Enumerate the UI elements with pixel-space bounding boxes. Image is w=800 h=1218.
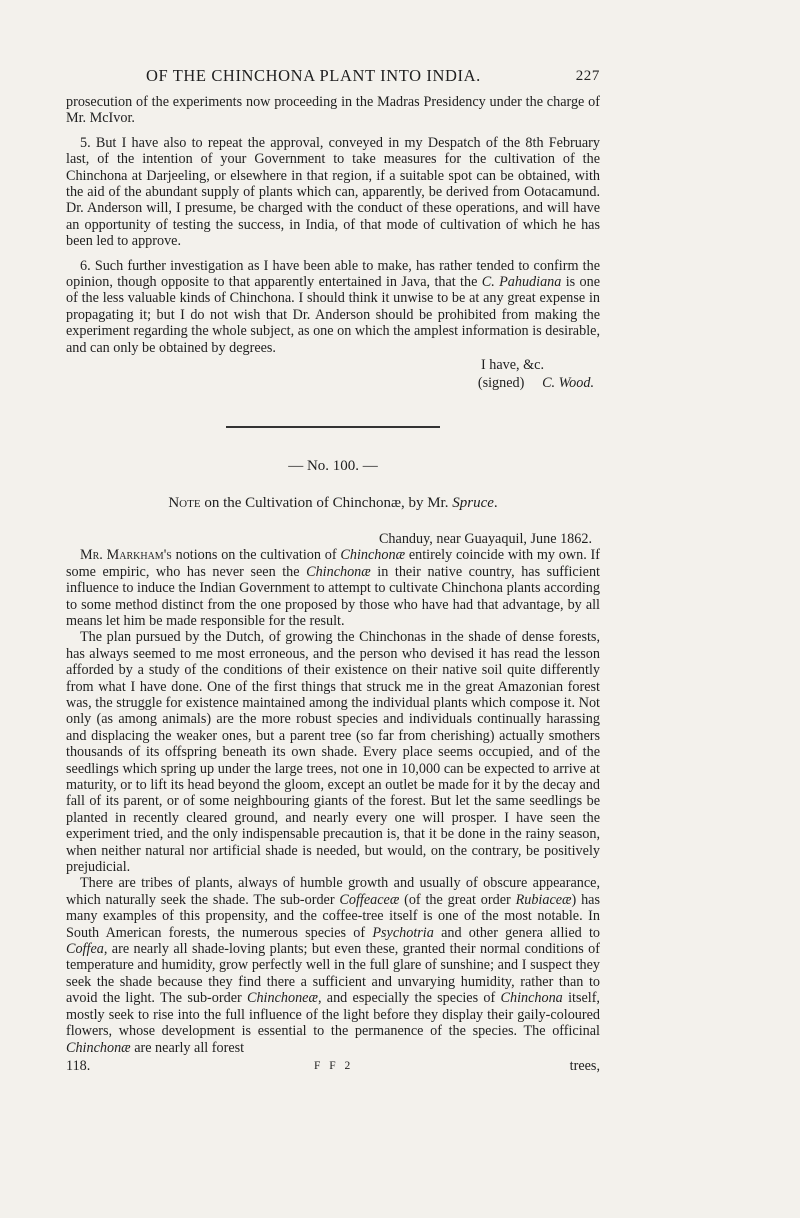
species-name: C. Pahudiana — [481, 274, 562, 291]
signatory-name: C. Wood. — [542, 375, 594, 392]
note-p1-italic-2: Chinchonæ — [306, 563, 371, 580]
note-title — [66, 495, 600, 511]
note-p3-italic-4: Coffea — [66, 941, 104, 958]
signature-block — [66, 356, 600, 392]
note-paragraph-2: The plan pursued by the Dutch, of growing the Chinchonas in the shade of dense forests, has always seemed to me most erroneous, and the person who devised it has read the lesson afforded by a study of the conditions of their existence on their native soil quite differently from what I have done. One of the first things that struck me in the great Amazonian forest was, the struggle for existence maintained among the individual plants which compose it. Not only (as among animals) are the more robust species and individuals continually harassing and displacing the weaker ones, but a parent tree (so far from cherishing) actually smothers thousands of its offspring beneath its own shade. Every place seems occupied, and of the seedlings which spring up under the large trees, not one in 10,000 can be expected to arrive at maturity, or to lift its head beyond the gloom, except an outlet be made for it by the decay and fall of its parent, or of some neighbouring giants of the forest. But let the same seedlings be planted in recently cleared ground, and nearly every one will prosper. I have seen the experiment tried, and the only indispensable precaution is, that it be done in the rainy season, when neither natural nor artificial shade is needed, but would, on the contrary, be positively prejudicial. — [66, 629, 600, 876]
note-p3-text-c: ) has many examples of this propensity, and the coffee-tree itself is one of the most notable. In South American forests, the numerous species of — [66, 891, 600, 941]
paragraph-6-text-b: is one of the less valuable kinds of Chinchona. I should think it unwise to be at any great expense in propagating it; but I do not wish that Dr. Anderson should be prohibited from making the experiment regarding the whole subject, as one on which the amplest information is desirable, and can only be obtained by degrees. — [66, 274, 600, 356]
paragraph-5: 5. But I have also to repeat the approval, conveyed in my Despatch of the 8th February last, of the intention of your Government to take measures for the cultivation of the Chinchona at Darjeeling, or elsewhere in that region, if a suitable spot can be obtained, with the aid of the abundant supply of plants which can, apparently, be derived from Ootacamund. Dr. Anderson will, I presume, be charged with the conduct of these operations, and will have an opportunity of testing the success, in India, of that mode of cultivation of which he has been led to approve. — [66, 134, 600, 250]
running-head — [66, 62, 600, 94]
closing-line: I have, &c. — [480, 357, 544, 374]
catchword: trees, — [569, 1057, 600, 1074]
signed-label: (signed) — [477, 375, 525, 392]
note-p1-italic-1: Chinchonæ — [340, 547, 406, 564]
paragraph-6-text-a: 6. Such further investigation as I have been able to make, has rather tended to confirm the opinion, though opposite to that apparently entertained in Java, that the — [66, 257, 600, 291]
note-p3-text-f: , and especially the species of — [317, 990, 501, 1007]
note-title-lead: Note — [168, 494, 201, 511]
dateline: Chanduy, near Guayaquil, June 1862. — [378, 530, 592, 547]
sheet-mark: F F 2 — [314, 1059, 354, 1072]
paragraph-continuation: prosecution of the experiments now proceeding in the Madras Presidency under the charge of Mr. McIvor. — [66, 94, 600, 127]
page-number: 227 — [575, 68, 600, 84]
note-p3-text-a: There are tribes of plants, always of humble growth and usually of obscure appearance, which naturally seek the shade. The sub-order — [66, 875, 600, 908]
note-p3-text-e: , are nearly all shade-loving plants; but even these, granted their normal conditions of temperature and humidity, grow perfectly well in the full glare of sunshine; and I suspect they seek the shade because they find there a sufficient and unvarying humidity, rather than to avoid the light. The sub-order — [66, 941, 600, 1007]
note-paragraph-1 — [66, 547, 600, 629]
note-p3-italic-1: Coffeaceæ — [339, 891, 400, 908]
note-p3-text-h: are nearly all forest — [130, 1039, 245, 1056]
signature-number: 118. — [66, 1057, 91, 1074]
page-footer — [66, 1058, 600, 1078]
note-p3-italic-5: Chinchoneæ — [247, 990, 318, 1007]
note-title-end: . — [493, 494, 498, 511]
note-p3-italic-2: Rubiaceæ — [515, 891, 572, 908]
note-p3-text-d: and other genera allied to — [433, 924, 600, 941]
note-title-author: Spruce — [452, 494, 494, 511]
note-p3-italic-7: Chinchonæ — [66, 1039, 131, 1056]
note-number: — No. 100. — — [288, 458, 378, 475]
paragraph-6 — [66, 258, 600, 356]
note-p3-italic-6: Chinchona — [500, 990, 563, 1007]
note-paragraph-3 — [66, 875, 600, 1055]
note-body — [66, 547, 600, 1056]
note-p3-text-b: (of the great order — [399, 891, 516, 908]
note-p1-lead: Mr. Markham's — [80, 547, 172, 564]
note-p1-text-c: in their native country, has sufficient influence to induce the Indian Government to attempt to cultivate Chinchona plants according to some method distinct from the one proposed by those who have had that advantage, by all means let him be made responsible for the result. — [66, 563, 600, 629]
note-p3-text-g: itself, mostly seek to rise into the full influence of the light before they display their gaily-coloured flowers, whose development is essential to the permanence of the species. The officinal — [66, 990, 600, 1040]
note-p1-text-b: entirely coincide with my own. If some empiric, who has never seen the — [66, 547, 601, 580]
signed-line — [66, 374, 594, 392]
note-p3-italic-3: Psychotria — [372, 924, 434, 941]
note-title-mid: on the Cultivation of Chinchonæ, by Mr. — [200, 494, 453, 511]
running-title: OF THE CHINCHONA PLANT INTO INDIA. — [146, 66, 481, 85]
document-page — [66, 62, 600, 1078]
section-divider — [226, 426, 440, 428]
note-p1-text-a: notions on the cultivation of — [171, 547, 341, 564]
